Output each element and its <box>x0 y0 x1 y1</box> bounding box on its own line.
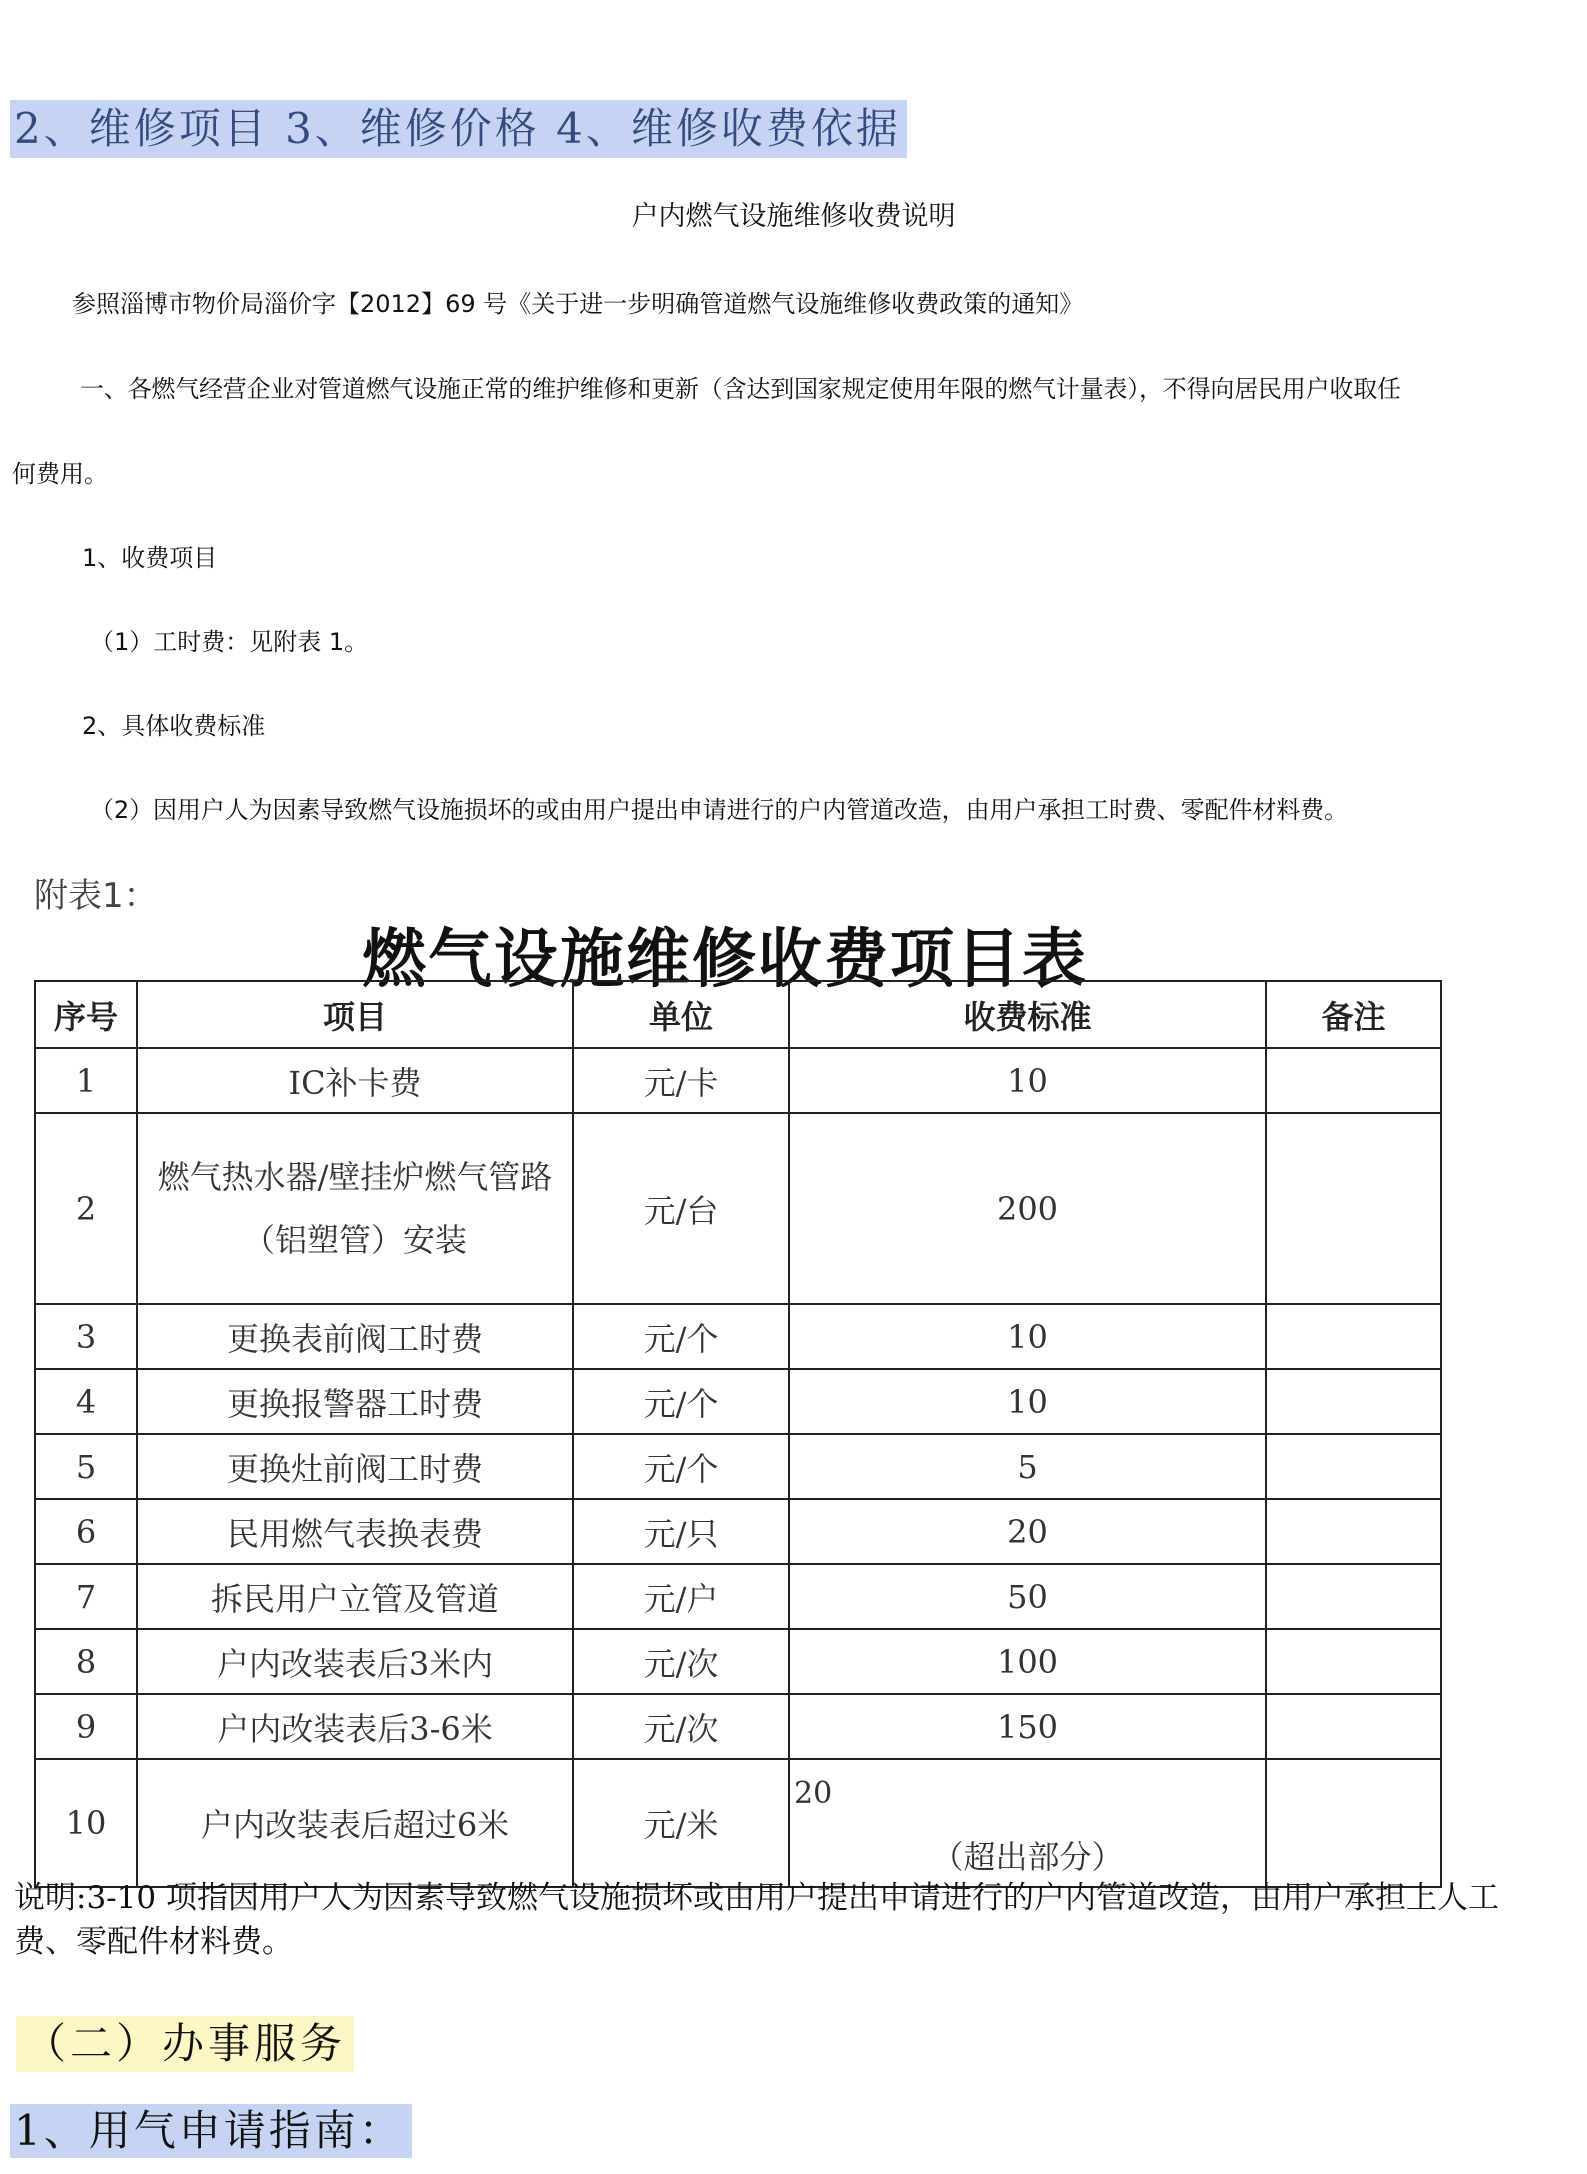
paragraph-1-line-2: 何费用。 <box>12 460 108 488</box>
cell-no: 2 <box>35 1113 137 1304</box>
cell-item: 燃气热水器/壁挂炉燃气管路（铝塑管）安装 <box>137 1113 573 1304</box>
cell-note <box>1266 1304 1441 1369</box>
document-title: 户内燃气设施维修收费说明 <box>631 201 956 232</box>
table-row <box>35 1499 1441 1564</box>
table-title: 燃气设施维修收费项目表 <box>362 922 1088 997</box>
cell-fee: 10 <box>789 1304 1266 1369</box>
cell-item: 更换灶前阀工时费 <box>137 1434 573 1499</box>
cell-no: 10 <box>35 1759 137 1887</box>
reference-line: 参照淄博市物价局淄价字【2012】69 号《关于进一步明确管道燃气设施维修收费政策的通知》 <box>72 290 1084 318</box>
header-fee: 收费标准 <box>789 981 1266 1048</box>
appendix-label: 附表1： <box>34 876 158 916</box>
cell-unit: 元/个 <box>573 1434 789 1499</box>
cell-fee: 10 <box>789 1369 1266 1434</box>
list-subitem-labor-fee: （1）工时费：见附表 1。 <box>90 628 369 656</box>
cell-note <box>1266 1369 1441 1434</box>
cell-fee: 5 <box>789 1434 1266 1499</box>
cell-no: 1 <box>35 1048 137 1113</box>
table-row <box>35 1759 1441 1887</box>
cell-unit: 元/个 <box>573 1304 789 1369</box>
cell-no: 8 <box>35 1629 137 1694</box>
cell-no: 3 <box>35 1304 137 1369</box>
cell-fee: 200 <box>789 1113 1266 1304</box>
cell-item: 民用燃气表换表费 <box>137 1499 573 1564</box>
cell-no: 6 <box>35 1499 137 1564</box>
cell-unit: 元/只 <box>573 1499 789 1564</box>
fee-table <box>34 980 1442 1888</box>
cell-item: 户内改装表后3米内 <box>137 1629 573 1694</box>
list-item-fee-items: 1、收费项目 <box>82 544 218 572</box>
cell-item: IC补卡费 <box>137 1048 573 1113</box>
cell-fee <box>789 1759 1266 1887</box>
cell-no: 7 <box>35 1564 137 1629</box>
cell-unit: 元/户 <box>573 1564 789 1629</box>
section-heading-gas-application: 1、用气申请指南： <box>10 2104 412 2158</box>
cell-unit: 元/次 <box>573 1629 789 1694</box>
header-item: 项目 <box>137 981 573 1048</box>
header-no: 序号 <box>35 981 137 1048</box>
cell-unit: 元/个 <box>573 1369 789 1434</box>
cell-note <box>1266 1694 1441 1759</box>
table-row <box>35 1694 1441 1759</box>
cell-no: 4 <box>35 1369 137 1434</box>
section-heading: 2、维修项目 3、维修价格 4、维修收费依据 <box>10 100 907 158</box>
cell-fee: 50 <box>789 1564 1266 1629</box>
cell-no: 9 <box>35 1694 137 1759</box>
cell-note <box>1266 1499 1441 1564</box>
cell-fee: 150 <box>789 1694 1266 1759</box>
cell-unit: 元/卡 <box>573 1048 789 1113</box>
cell-note <box>1266 1629 1441 1694</box>
cell-unit: 元/台 <box>573 1113 789 1304</box>
cell-item: 更换表前阀工时费 <box>137 1304 573 1369</box>
cell-item: 拆民用户立管及管道 <box>137 1564 573 1629</box>
section-heading-services: （二）办事服务 <box>16 2016 354 2072</box>
cell-note <box>1266 1434 1441 1499</box>
fee-remark: （超出部分） <box>931 1838 1124 1876</box>
cell-note <box>1266 1113 1441 1304</box>
table-row <box>35 1304 1441 1369</box>
cell-item: 户内改装表后超过6米 <box>137 1759 573 1887</box>
cell-fee: 20 <box>789 1499 1266 1564</box>
table-row <box>35 1369 1441 1434</box>
header-note: 备注 <box>1266 981 1441 1048</box>
fee-value: 20 <box>794 1776 833 1811</box>
cell-note <box>1266 1759 1441 1887</box>
table-row <box>35 1113 1441 1304</box>
table-row <box>35 1629 1441 1694</box>
paragraph-1-line-1: 一、各燃气经营企业对管道燃气设施正常的维护维修和更新（含达到国家规定使用年限的燃气计量表），不得向居民用户收取任 <box>80 375 1401 403</box>
table-row <box>35 1564 1441 1629</box>
cell-fee: 10 <box>789 1048 1266 1113</box>
cell-fee: 100 <box>789 1629 1266 1694</box>
list-subitem-user-damage: （2）因用户人为因素导致燃气设施损坏的或由用户提出申请进行的户内管道改造，由用户承担工时费、零配件材料费。 <box>90 796 1348 824</box>
table-header-row <box>35 981 1441 1048</box>
cell-item: 更换报警器工时费 <box>137 1369 573 1434</box>
list-item-fee-standard: 2、具体收费标准 <box>82 712 266 740</box>
table-row <box>35 1048 1441 1113</box>
table-note: 说明:3-10 项指因用户人为因素导致燃气设施损坏或由用户提出申请进行的户内管道改造，由用户承担上人工费、零配件材料费。 <box>14 1880 1499 1960</box>
cell-item: 户内改装表后3-6米 <box>137 1694 573 1759</box>
table-row <box>35 1434 1441 1499</box>
cell-note <box>1266 1048 1441 1113</box>
cell-unit: 元/次 <box>573 1694 789 1759</box>
header-unit: 单位 <box>573 981 789 1048</box>
cell-no: 5 <box>35 1434 137 1499</box>
cell-unit: 元/米 <box>573 1759 789 1887</box>
cell-note <box>1266 1564 1441 1629</box>
